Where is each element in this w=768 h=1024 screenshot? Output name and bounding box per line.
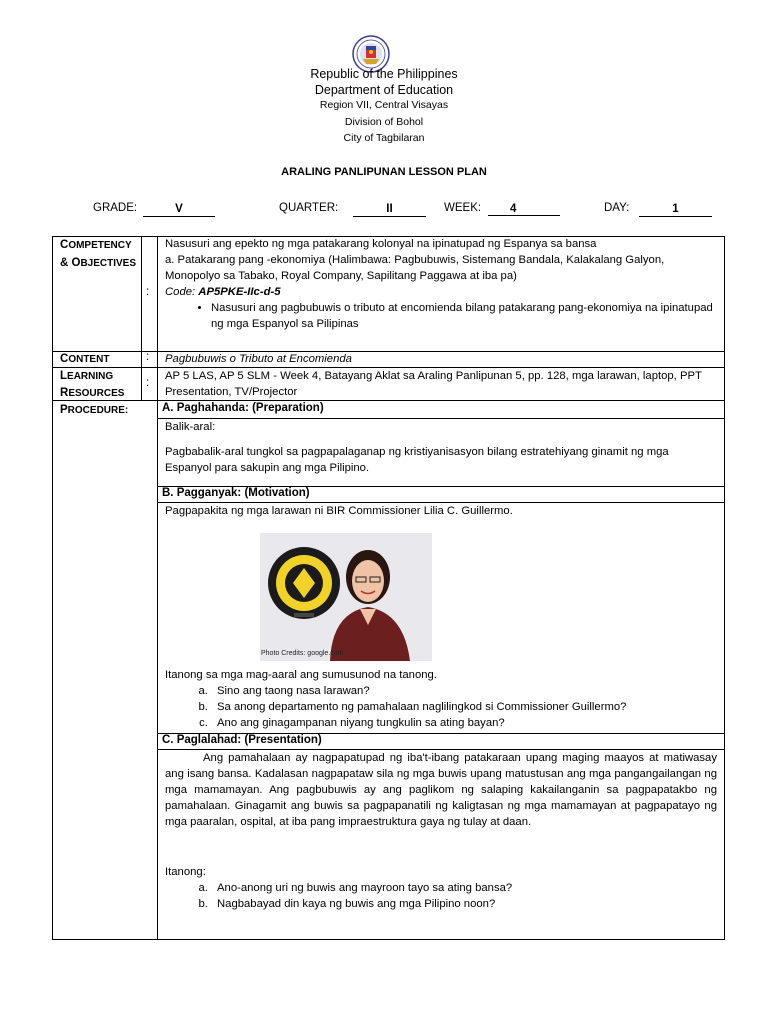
- resources-text: AP 5 LAS, AP 5 SLM - Week 4, Batayang Aklat sa Araling Panlipunan 5, pp. 128, mga larawan, laptop, PPT Presentation, TV/Projector: [165, 370, 702, 398]
- row-divider: [52, 400, 725, 401]
- row-divider: [157, 418, 725, 419]
- motivation-questions: [165, 683, 761, 731]
- competency-text: [165, 236, 715, 332]
- question-item: b. Nagbabayad din kaya ng buwis ang mga Pilipino noon?: [211, 896, 761, 912]
- question-item: b. Sa anong departamento ng pamahalaan naglilingkod si Commissioner Guillermo?: [211, 699, 761, 715]
- commissioner-photo: [260, 533, 432, 661]
- header-department: Department of Education: [314, 83, 454, 97]
- day-value: 1: [639, 202, 712, 217]
- grade-label: GRADE:: [93, 202, 138, 214]
- header-division: Division of Bohol: [344, 116, 424, 128]
- photo-credit: Photo Credits: google.com: [261, 650, 344, 657]
- learning-resources-label: LEARNING RESOURCES: [60, 370, 125, 399]
- competency-subline: a. Patakarang pang -ekonomiya (Halimbawa: Pagbubuwis, Sistemang Bandala, Kalakalang Galyon, Monopolyo sa Tabako, Royal Company, Sapilitang Paggawa at iba pa): [165, 254, 665, 282]
- competency-code: Code: AP5PKE-IIc-d-5: [165, 286, 281, 298]
- balik-aral-label: Balik-aral:: [165, 421, 216, 433]
- colon: :: [146, 286, 150, 298]
- day-label: DAY:: [604, 202, 630, 214]
- objective-item: • Nasusuri ang pagbubuwis o tributo at encomienda bilang patakarang pang-ekonomiya na ipinatupad ng mga Espanyol sa Pilipinas: [211, 300, 715, 332]
- section-b-title: B. Pagganyak: (Motivation): [162, 487, 310, 499]
- content-text: Pagbubuwis o Tributo at Encomienda: [165, 353, 352, 365]
- competency-line: Nasusuri ang epekto ng mga patakarang kolonyal na ipinatupad ng Espanya sa bansa: [165, 238, 597, 250]
- bir-seal-and-portrait-image: [260, 533, 432, 661]
- quarter-label: QUARTER:: [279, 202, 339, 214]
- section-c-title: C. Paglalahad: (Presentation): [162, 734, 322, 746]
- quarter-value: II: [353, 202, 426, 217]
- balik-aral-text: Pagbabalik-aral tungkol sa pagpapalaganap ng kristiyanisasyon bilang estratehiyang ginamit ng mga Espanyol para sakupin ang mga Pilipino.: [165, 446, 669, 474]
- section-a-title: A. Paghahanda: (Preparation): [162, 402, 324, 414]
- procedure-label: PROCEDURE:: [60, 404, 129, 416]
- week-value: 4: [488, 202, 560, 216]
- competency-label: COMPETENCY & OBJECTIVES: [60, 239, 137, 269]
- header-city: City of Tagbilaran: [343, 132, 425, 144]
- week-label: WEEK:: [444, 202, 482, 214]
- question-intro: Itanong sa mga mag-aaral ang sumusunod na tanong.: [165, 669, 437, 681]
- grade-value: V: [143, 202, 215, 217]
- column-divider: [141, 236, 142, 401]
- content-label: CONTENT: [60, 353, 110, 365]
- motivation-text: Pagpapakita ng mga larawan ni BIR Commissioner Lilia C. Guillermo.: [165, 505, 513, 517]
- colon: :: [146, 351, 150, 363]
- column-divider: [157, 236, 158, 940]
- presentation-text: Ang pamahalaan ay nagpapatupad ng iba't-ibang patakaraan upang maging maayos at matiwasay ang isang bansa. Kadalasan nagpapataw sila ng mga buwis upang matustusan ang mga pangangailangan ng mga mamamayan. Ang pagbubuwis ay ang paglikom ng salaping kakailanganin sa pagpapatakbo ng pamahalaan. Ginagamit ang buwis sa pagpapanatili ng kaligtasan ng mga mamamayan at pagpapatayo ng mga paaralan, ospital, at iba pang impraestruktura gaya ng tulay at daan.: [165, 752, 717, 828]
- header-region: Region VII, Central Visayas: [319, 99, 449, 111]
- document-title: ARALING PANLIPUNAN LESSON PLAN: [281, 166, 487, 178]
- header-republic: Republic of the Philippines: [310, 67, 458, 81]
- presentation-questions: [165, 880, 761, 912]
- colon: :: [146, 377, 150, 389]
- row-divider: [52, 351, 725, 352]
- question-item: a. Sino ang taong nasa larawan?: [211, 683, 761, 699]
- question-item: a. Ano-anong uri ng buwis ang mayroon tayo sa ating bansa?: [211, 880, 761, 896]
- question-item: c. Ano ang ginagampanan niyang tungkulin sa ating bayan?: [211, 715, 761, 731]
- objective-list: [165, 300, 715, 332]
- itanong-label: Itanong:: [165, 866, 206, 878]
